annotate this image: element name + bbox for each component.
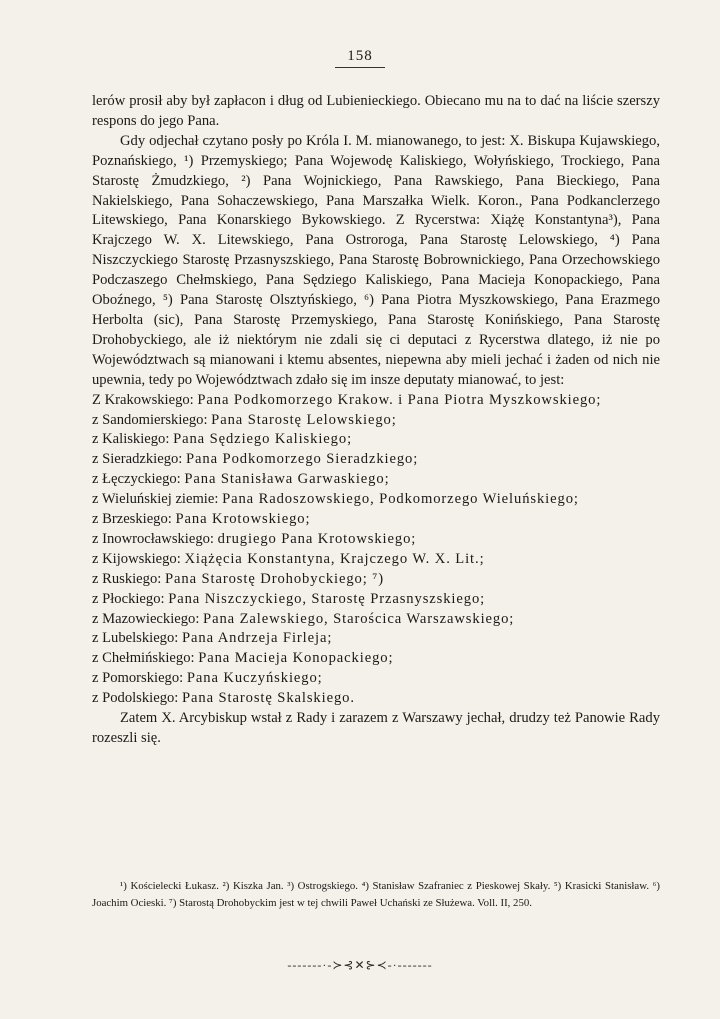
list-item-province: z Łęczyckiego: [92,471,181,488]
list-item-province: z Podolskiego: [92,690,179,707]
list-item [92,570,660,590]
list-item [92,510,660,530]
list-item-value: Pana Niszczyckiego, Starostę Przasnyszskiego; [168,590,486,607]
list-item-value: Pana Starostę Lelowskiego; [211,411,397,428]
list-item-value: Pana Macieja Konopackiego; [198,650,394,667]
list-item [92,550,660,570]
list-item-province: z Brzeskiego: [92,511,172,528]
list-item [92,669,660,689]
list-item-value: Pana Radoszowskiego, Podkomorzego Wieluńskiego; [222,491,579,508]
list-item [92,689,660,709]
list-item-province: z Mazowieckiego: [92,610,200,627]
list-item-province: z Ruskiego: [92,570,162,587]
page-number-rule [335,67,385,68]
paragraph-continuation: lerów prosił aby był zapłacon i dług od Lubienieckiego. Obiecano mu na to dać na liście szerszy respons do jego Pana. [92,93,660,129]
list-item-value: Pana Podkomorzego Sieradzkiego; [186,451,419,468]
list-item-province: z Kijowskiego: [92,550,181,567]
list-item [92,450,660,470]
list-item-province: z Płockiego: [92,590,165,607]
end-ornament: -------·-≻⊰✕⊱≺-·------- [287,958,433,972]
list-item-province: z Kaliskiego: [92,431,170,448]
footnotes-text: ¹) Kościelecki Łukasz. ²) Kiszka Jan. ³) Ostrogskiego. ⁴) Stanisław Szafraniec z Pieskowej Skały. ⁵) Krasicki Stanisław. ⁶) Joachim Ocieski. ⁷) Starostą Drohobyckim jest w tej chwili Paweł Uchański ze Służewa. Voll. II, 250. [92,880,660,909]
list-item-province: Z Krakowskiego: [92,391,194,408]
list-item [92,490,660,510]
list-item-value: Pana Zalewskiego, Starościca Warszawskiego; [203,610,515,627]
list-item-value: Pana Starostę Skalskiego. [182,690,355,707]
list-item-value: Pana Krotowskiego; [175,511,311,528]
list-item [92,411,660,431]
list-item-province: z Wieluńskiej ziemie: [92,491,219,508]
list-item [92,530,660,550]
list-item-value: Pana Stanisława Garwaskiego; [184,471,390,488]
list-item [92,470,660,490]
list-item [92,649,660,669]
page-number-text: 158 [347,48,373,64]
list-item-province: z Lubelskiego: [92,630,179,647]
list-item-value: Pana Podkomorzego Krakow. i Pana Piotra Myszkowskiego; [197,391,602,408]
body-text [92,92,660,749]
list-item-value: Pana Starostę Drohobyckiego; ⁷) [164,570,384,587]
list-item-value: Pana Kuczyńskiego; [186,670,323,687]
list-item [92,590,660,610]
list-item-province: z Chełmińskiego: [92,650,195,667]
list-item-value: drugiego Pana Krotowskiego; [217,530,417,547]
list-item [92,391,660,411]
list-item-value: Xiążęcia Konstantyna, Krajczego W. X. Lit.; [184,550,485,567]
list-item-province: z Sieradzkiego: [92,451,183,468]
list-item-value: Pana Andrzeja Firleja; [181,630,333,647]
paragraph-deputies: Gdy odjechał czytano posły po Króla I. M. mianowanego, to jest: X. Biskupa Kujawskiego, Poznańskiego, ¹) Przemyskiego; Pana Wojewodę Kaliskiego, Wołyńskiego, Trockiego, Pana Starostę Żmudzkiego, ²) Pana Wojnickiego, Pana Rawskiego, Pana Bieckiego, Pana Nakielskiego, Pana Sohaczewskiego, Pana Marszałka Wielk. Koron., Pana Podkanclerzego Litewskiego, Pana Konarskiego Bykowskiego. Z Rycerstwa: Xiążę Konstantyna³), Pana Krajczego W. X. Litewskiego, Pana Ostroroga, Pana Starostę Lelowskiego, ⁴) Pana Niszczyckiego Starostę Przasnyszskiego, Pana Starostę Bobrownickiego, Pana Orzechowskiego Podczaszego Chełmskiego, Pana Sędziego Kaliskiego, Pana Macieja Konopackiego, Pana Oboźnego, ⁵) Pana Starostę Olsztyńskiego, ⁶) Pana Piotra Myszkowskiego, Pana Erazmego Herbolta (sic), Pana Starostę Przemyskiego, Pana Starostę Konińskiego, Pana Starostę Drohobyckiego, ale iż niektórym nie zdali się ci deputaci z Rycerstwa dlatego, iż nie po Województwach są mianowani i ktemu absentes, niepewna aby mieli jechać i żaden od nich nie upewnia, tedy po Województwach zdało się im insze deputaty mianować, to jest: [92,132,660,388]
deputies-list [92,391,660,710]
list-item [92,610,660,630]
list-item [92,629,660,649]
list-item-value: Pana Sędziego Kaliskiego; [173,431,353,448]
list-item [92,430,660,450]
list-item-province: z Pomorskiego: [92,670,184,687]
page-number [0,48,720,68]
list-item-province: z Sandomierskiego: [92,411,208,428]
list-item-province: z Inowrocławskiego: [92,530,214,547]
footnotes [92,878,660,912]
paragraph-closing: Zatem X. Arcybiskup wstał z Rady i zarazem z Warszawy jechał, drudzy też Panowie Rady rozeszli się. [92,710,660,746]
